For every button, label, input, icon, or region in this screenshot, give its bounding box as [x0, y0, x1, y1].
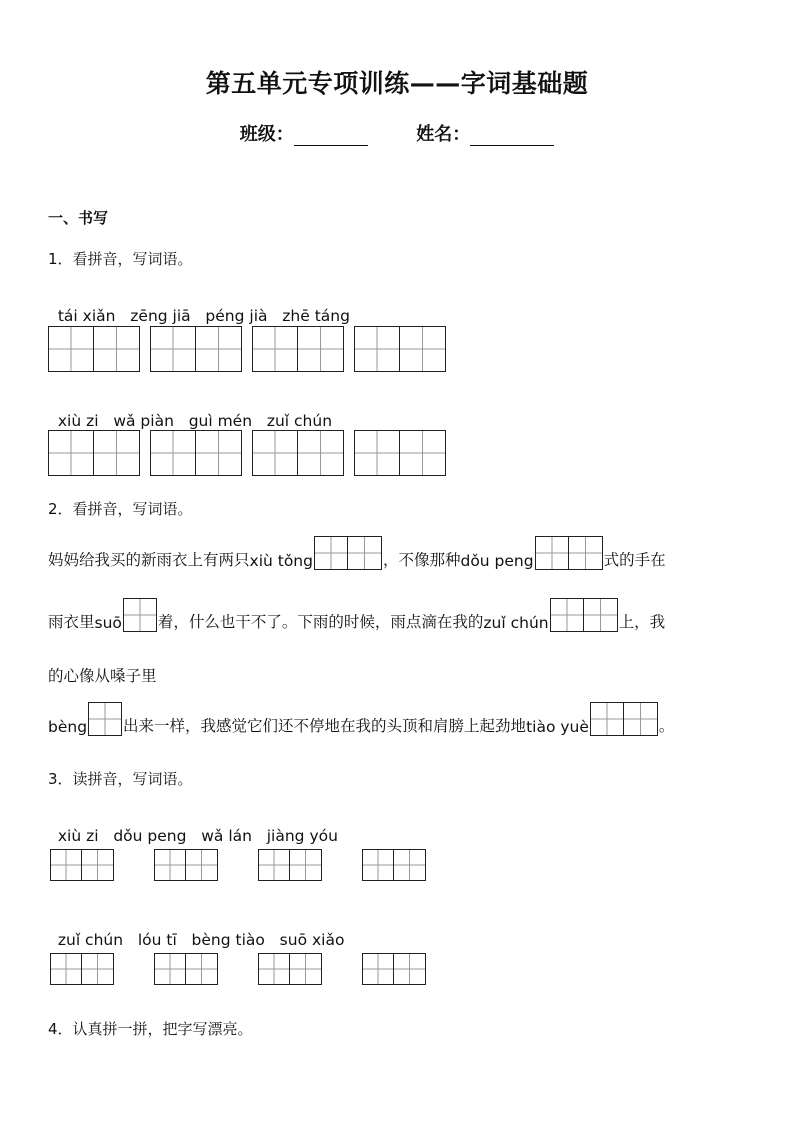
- text: 着，什么也干不了。下雨的时候，雨点滴在我的: [157, 613, 484, 631]
- q3-row1-boxes: [50, 849, 426, 881]
- answer-box-pair[interactable]: [535, 536, 603, 570]
- q2-line1: [48, 536, 666, 570]
- name-label: 姓名：: [416, 124, 471, 145]
- name-blank[interactable]: [470, 127, 554, 146]
- q3-row1-pinyin: [48, 809, 338, 845]
- pinyin: tiào yuè: [526, 718, 589, 736]
- class-label: 班级：: [239, 124, 294, 145]
- answer-box-pair[interactable]: [154, 849, 218, 881]
- section-heading: 一、书写: [48, 209, 109, 227]
- answer-box-pair[interactable]: [50, 849, 114, 881]
- text: 出来一样，我感觉它们还不停地在我的头顶和肩膀上起劲地: [123, 717, 527, 735]
- answer-box-pair[interactable]: [48, 326, 140, 372]
- answer-box-pair[interactable]: [252, 430, 344, 476]
- q1-row1-boxes: [48, 326, 446, 372]
- student-info: [0, 120, 794, 146]
- answer-box-pair[interactable]: [252, 326, 344, 372]
- answer-box-pair[interactable]: [258, 953, 322, 985]
- answer-box-pair[interactable]: [354, 430, 446, 476]
- q1-row2-boxes: [48, 430, 446, 476]
- q1-row2-pinyin: [48, 394, 332, 430]
- answer-box-pair[interactable]: [362, 849, 426, 881]
- page-title: 第五单元专项训练——字词基础题: [205, 69, 589, 98]
- q4-prompt: 4．认真拼一拼，把字写漂亮。: [48, 1020, 253, 1038]
- pinyin: xiù tǒng: [249, 552, 313, 570]
- pinyin: guì mén: [188, 412, 253, 430]
- answer-box-pair[interactable]: [150, 430, 242, 476]
- text: 式的手在: [603, 551, 666, 569]
- q3-row2-boxes: [50, 953, 426, 985]
- answer-box-pair[interactable]: [258, 849, 322, 881]
- text: 雨衣里: [48, 613, 95, 631]
- pinyin: zhē táng: [282, 307, 350, 325]
- pinyin: tái xiǎn: [57, 307, 116, 325]
- pinyin: dǒu peng: [460, 552, 534, 570]
- q3-prompt: 3．读拼音，写词语。: [48, 770, 193, 788]
- class-blank[interactable]: [294, 127, 368, 146]
- pinyin: xiù zi: [57, 412, 99, 430]
- text: 上，我: [618, 613, 666, 631]
- text: ，不像那种: [382, 551, 461, 569]
- q2-prompt: 2．看拼音，写词语。: [48, 500, 193, 518]
- pinyin: suō xiǎo: [279, 931, 345, 949]
- answer-box-pair[interactable]: [154, 953, 218, 985]
- q3-row2-pinyin: [48, 913, 344, 949]
- q1-row1-pinyin: [48, 289, 350, 325]
- text: 妈妈给我买的新雨衣上有两只: [48, 551, 250, 569]
- pinyin: péng jià: [205, 307, 268, 325]
- pinyin: wǎ lán: [201, 827, 252, 845]
- pinyin: zuǐ chún: [266, 412, 333, 430]
- answer-box-single[interactable]: [123, 598, 157, 632]
- answer-box-pair[interactable]: [50, 953, 114, 985]
- pinyin: zēng jiā: [130, 307, 191, 325]
- pinyin: zuǐ chún: [483, 614, 549, 632]
- answer-box-pair[interactable]: [362, 953, 426, 985]
- pinyin: bèng: [48, 718, 88, 736]
- pinyin: bèng tiào: [191, 931, 265, 949]
- answer-box-single[interactable]: [88, 702, 122, 736]
- pinyin: dǒu peng: [113, 827, 187, 845]
- answer-box-pair[interactable]: [550, 598, 618, 632]
- pinyin: jiàng yóu: [266, 827, 338, 845]
- q1-prompt: 1．看拼音，写词语。: [48, 250, 193, 268]
- q2-line2: [48, 598, 665, 632]
- pinyin: suō: [94, 614, 122, 632]
- q2-line4: [48, 702, 674, 736]
- text: 。: [658, 717, 675, 735]
- answer-box-pair[interactable]: [354, 326, 446, 372]
- answer-box-pair[interactable]: [590, 702, 658, 736]
- answer-box-pair[interactable]: [48, 430, 140, 476]
- answer-box-pair[interactable]: [314, 536, 382, 570]
- pinyin: xiù zi: [57, 827, 99, 845]
- pinyin: wǎ piàn: [113, 412, 174, 430]
- pinyin: zuǐ chún: [57, 931, 124, 949]
- answer-box-pair[interactable]: [150, 326, 242, 372]
- q2-line3: 的心像从嗓子里: [48, 667, 157, 685]
- pinyin: lóu tī: [137, 931, 177, 949]
